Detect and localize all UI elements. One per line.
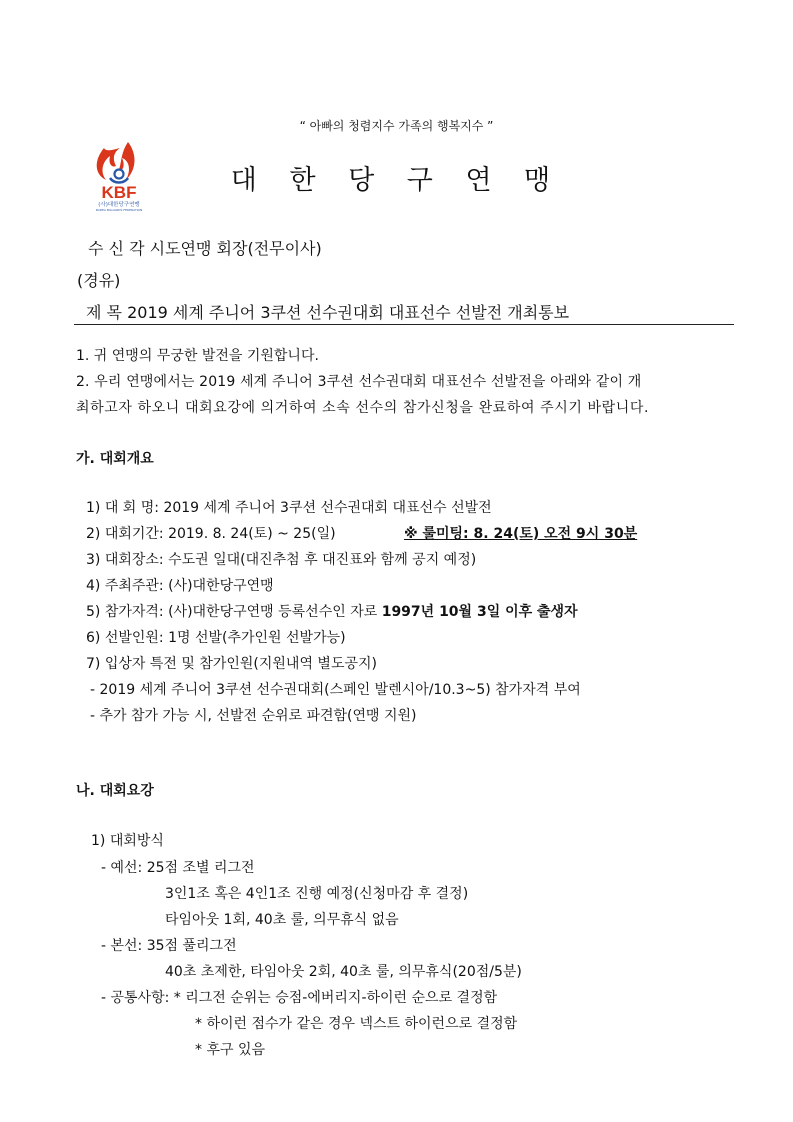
common-detail-3: * 후구 있음 (195, 1042, 265, 1058)
section-b-heading: 나. 대회요강 (76, 783, 154, 799)
svg-text:KBF: KBF (101, 183, 137, 202)
prelim-detail-2: 타임아웃 1회, 40초 룰, 의무휴식 없음 (165, 912, 399, 928)
memo-via: (경유) (77, 271, 121, 290)
main-detail-1: 40초 초제한, 타임아웃 2회, 40초 룰, 의무휴식(20점/5분) (165, 964, 522, 980)
overview-item-3: 3) 대회장소: 수도권 일대(대진추첨 후 대진표와 함께 공지 예정) (86, 552, 477, 568)
overview-item-1: 1) 대 회 명: 2019 세계 주니어 3쿠션 선수권대회 대표선수 선발전 (86, 500, 492, 516)
svg-text:(사)대한당구연맹: (사)대한당구연맹 (98, 202, 140, 208)
overview-item-2: 2) 대회기간: 2019. 8. 24(토) ~ 25(일) (86, 526, 336, 542)
overview-item-4: 4) 주최주관: (사)대한당구연맹 (86, 578, 274, 594)
memo-subject: 제 목 2019 세계 주니어 3쿠션 선수권대회 대표선수 선발전 개최통보 (86, 303, 570, 322)
intro-line-1: 1. 귀 연맹의 무궁한 발전을 기원합니다. (76, 348, 319, 364)
common-label: - 공통사항: * 리그전 순위는 승점-에버리지-하이런 순으로 결정함 (101, 990, 498, 1006)
prelim-detail-1: 3인1조 혹은 4인1조 진행 예정(신청마감 후 결정) (165, 886, 469, 902)
slogan: “ 아빠의 청렴지수 가족의 행복지수 ” (299, 119, 494, 133)
page-title: 대 한 당 구 연 맹 (230, 165, 563, 196)
memo-recipient: 수 신 각 시도연맹 회장(전무이사) (88, 239, 322, 258)
prelim-label: - 예선: 25점 조별 리그전 (101, 860, 255, 876)
overview-item-7: 7) 입상자 특전 및 참가인원(지원내역 별도공지) (86, 656, 377, 672)
section-a-heading: 가. 대회개요 (76, 451, 154, 467)
rule-meeting-note: ※ 룰미팅: 8. 24(토) 오전 9시 30분 (404, 526, 638, 542)
intro-line-2-cont: 최하고자 하오니 대회요강에 의거하여 소속 선수의 참가신청을 완료하여 주시기 바랍니다. (76, 400, 650, 416)
overview-item-7-sub-2: - 추가 참가 가능 시, 선발전 순위로 파견함(연맹 지원) (90, 708, 417, 724)
guideline-item-1: 1) 대회방식 (91, 833, 164, 849)
eligibility-text: 5) 참가자격: (사)대한당구연맹 등록선수인 자로 (86, 604, 378, 620)
svg-text:KOREA BILLIARDS FEDERATION: KOREA BILLIARDS FEDERATION (95, 208, 143, 212)
overview-item-7-sub-1: - 2019 세계 주니어 3쿠션 선수권대회(스페인 발렌시아/10.3~5) 참가자격 부여 (90, 682, 581, 698)
overview-item-5 (86, 601, 578, 621)
common-detail-2: * 하이런 점수가 같은 경우 넥스트 하이런으로 결정함 (195, 1016, 518, 1032)
intro-line-2: 2. 우리 연맹에서는 2019 세계 주니어 3쿠션 선수권대회 대표선수 선발전을 아래와 같이 개 (76, 374, 642, 390)
overview-item-6: 6) 선발인원: 1명 선발(추가인원 선발가능) (86, 630, 346, 646)
subject-divider (74, 324, 734, 325)
eligibility-birthdate: 1997년 10월 3일 이후 출생자 (381, 604, 578, 620)
main-label: - 본선: 35점 풀리그전 (101, 938, 237, 954)
